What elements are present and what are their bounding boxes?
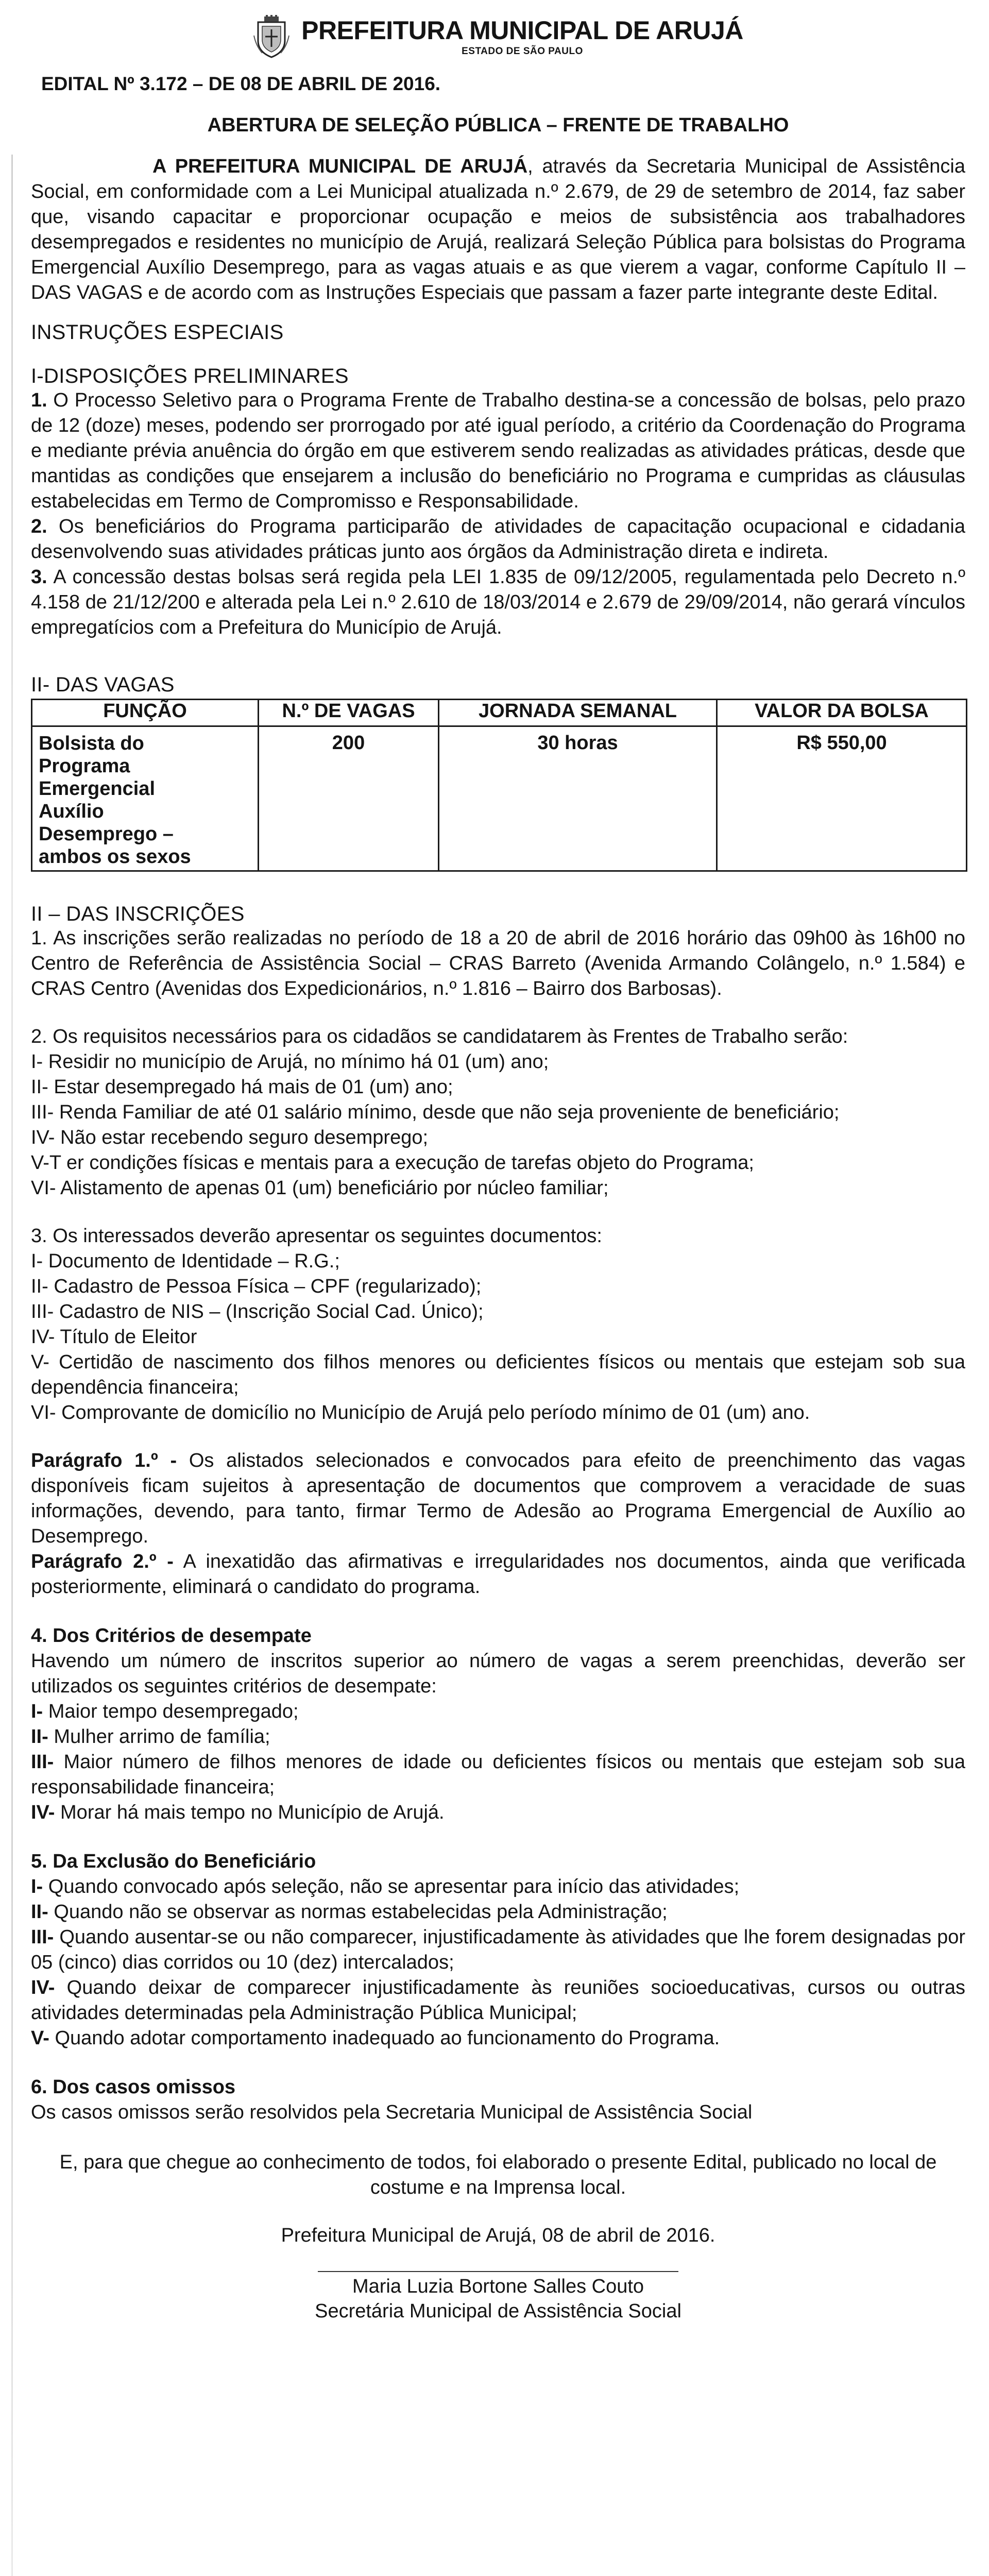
col-header-jornada: JORNADA SEMANAL	[439, 700, 717, 726]
list-item: I- Quando convocado após seleção, não se apresentar para início das atividades;	[31, 1876, 740, 1897]
list-item: V- Quando adotar comportamento inadequado ao funcionamento do Programa.	[31, 2027, 720, 2049]
list-item: IV- Não estar recebendo seguro desemprego;	[31, 1127, 429, 1148]
col-header-valor: VALOR DA BOLSA	[717, 700, 967, 726]
scan-edge-line	[11, 155, 13, 2576]
intro-text: , através da Secretaria Municipal de Assistência Social, em conformidade com a Lei Municipal atualizada n.º 2.679, de 29 de setembro de 2014, faz saber que, visando capacitar e proporcionar ocupação e meios de subsistência aos trabalhadores desempregados e residentes no município de Arujá, realizará Seleção Pública para bolsistas do Programa Emergencial Auxílio Desemprego, para as vagas atuais e as que vierem a vagar, conforme Capítulo II – DAS VAGAS e de acordo com as Instruções Especiais que passam a fazer parte integrante deste Edital.	[31, 156, 965, 303]
signature-line	[318, 2271, 678, 2272]
municipal-crest-icon	[253, 15, 290, 59]
list-item: IV- Título de Eleitor	[31, 1326, 197, 1348]
letterhead	[31, 0, 965, 62]
section-1-item: 2. Os beneficiários do Programa participarão de atividades de capacitação ocupacional e cidadania desenvolvendo suas atividades práticas junto aos órgãos da Administração direta e indireta.	[31, 516, 965, 563]
document-title: ABERTURA DE SELEÇÃO PÚBLICA – FRENTE DE TRABALHO	[207, 114, 789, 136]
intro-paragraph	[31, 154, 965, 306]
section-4-title: 4. Dos Critérios de desempate	[31, 1625, 312, 1647]
list-item: III- Maior número de filhos menores de idade ou deficientes físicos ou mentais que estejam sob sua responsabilidade financeira;	[31, 1751, 965, 1798]
list-item: I- Residir no município de Arujá, no mínimo há 01 (um) ano;	[31, 1051, 549, 1073]
list-item: V-T er condições físicas e mentais para a execução de tarefas objeto do Programa;	[31, 1152, 754, 1174]
list-item: II- Estar desempregado há mais de 01 (um) ano;	[31, 1076, 453, 1098]
list-item: I- Documento de Identidade – R.G.;	[31, 1250, 340, 1272]
signatory-role: Secretária Municipal de Assistência Social	[315, 2300, 681, 2322]
cell-valor: R$ 550,00	[717, 726, 967, 871]
col-header-vagas: N.º DE VAGAS	[259, 700, 439, 726]
closing-paragraph: E, para que chegue ao conhecimento de todos, foi elaborado o presente Edital, publicado no local de costume e na Imprensa local.	[59, 2151, 937, 2198]
documentos-intro: 3. Os interessados deverão apresentar os seguintes documentos:	[31, 1225, 602, 1247]
list-item: V- Certidão de nascimento dos filhos menores ou deficientes físicos ou mentais que estejam sob sua dependência financeira;	[31, 1351, 965, 1398]
list-item: IV- Morar há mais tempo no Município de Arujá.	[31, 1802, 445, 1823]
edital-number: EDITAL Nº 3.172 – DE 08 DE ABRIL DE 2016.	[41, 73, 441, 94]
place-date: Prefeitura Municipal de Arujá, 08 de abril de 2016.	[281, 2225, 715, 2246]
table-row	[32, 726, 967, 871]
section-5-title: 5. Da Exclusão do Beneficiário	[31, 1851, 316, 1872]
instrucoes-title: INSTRUÇÕES ESPECIAIS	[31, 321, 284, 344]
desempate-intro: Havendo um número de inscritos superior ao número de vagas a serem preenchidas, deverão ser utilizados os seguintes critérios de desempate:	[31, 1650, 965, 1697]
list-item: VI- Comprovante de domicílio no Município de Arujá pelo período mínimo de 01 (um) ano.	[31, 1402, 810, 1423]
list-item: I- Maior tempo desempregado;	[31, 1701, 299, 1722]
section-3-title: II – DAS INSCRIÇÕES	[31, 903, 245, 925]
col-header-funcao: FUNÇÃO	[32, 700, 259, 726]
header-subtitle: ESTADO DE SÃO PAULO	[462, 46, 583, 57]
list-item: III- Renda Familiar de até 01 salário mínimo, desde que não seja proveniente de beneficiário;	[31, 1101, 840, 1123]
header-title: PREFEITURA MUNICIPAL DE ARUJÁ	[301, 15, 743, 45]
casos-omissos-text: Os casos omissos serão resolvidos pela Secretaria Municipal de Assistência Social	[31, 2102, 753, 2123]
vagas-table	[31, 699, 967, 872]
section-2-title: II- DAS VAGAS	[31, 673, 175, 696]
paragrafo-1: Parágrafo 1.º - Os alistados selecionados e convocados para efeito de preenchimento das vagas disponíveis ficam sujeitos à apresentação de documentos que comprovem a veracidade de suas informações, devendo, para tanto, firmar Termo de Adesão ao Programa Emergencial de Auxílio ao Desemprego.	[31, 1450, 965, 1547]
section-1-item: 1. O Processo Seletivo para o Programa Frente de Trabalho destina-se a concessão de bolsas, pelo prazo de 12 (doze) meses, podendo ser prorrogado por até igual período, a critério da Coordenação do Programa e mediante prévia anuência do órgão em que estiverem sendo realizadas as atividades práticas, desde que mantidas as condições que ensejarem a inclusão do beneficiário no Programa e cumpridas as cláusulas estabelecidas em Termo de Compromisso e Responsabilidade.	[31, 389, 965, 512]
section-6-title: 6. Dos casos omissos	[31, 2076, 236, 2098]
intro-bold-lead: A PREFEITURA MUNICIPAL DE ARUJÁ	[152, 156, 528, 177]
list-item: III- Quando ausentar-se ou não comparecer, injustificadamente às atividades que lhe forem designadas por 05 (cinco) dias corridos ou 10 (dez) intercalados;	[31, 1926, 965, 1973]
cell-funcao: Bolsista do Programa Emergencial Auxílio Desemprego – ambos os sexos	[32, 726, 259, 871]
list-item: II- Cadastro de Pessoa Física – CPF (regularizado);	[31, 1276, 482, 1297]
inscricoes-paragraph-1: 1. As inscrições serão realizadas no período de 18 a 20 de abril de 2016 horário das 09h00 às 16h00 no Centro de Referência de Assistência Social – CRAS Barreto (Avenida Armando Colângelo, n.º 1.584) e CRAS Centro (Avenidas dos Expedicionários, n.º 1.816 – Bairro dos Barbosas).	[31, 927, 965, 999]
list-item: II- Mulher arrimo de família;	[31, 1726, 270, 1748]
vagas-table-header-row	[32, 700, 967, 726]
list-item: VI- Alistamento de apenas 01 (um) beneficiário por núcleo familiar;	[31, 1177, 609, 1199]
section-1-item: 3. A concessão destas bolsas será regida pela LEI 1.835 de 09/12/2005, regulamentada pelo Decreto n.º 4.158 de 21/12/200 e alterada pela Lei n.º 2.610 de 18/03/2014 e 2.679 de 29/09/2014, não gerará vínculos empregatícios com a Prefeitura do Município de Arujá.	[31, 566, 965, 638]
signatory-name: Maria Luzia Bortone Salles Couto	[352, 2276, 644, 2297]
cell-vagas: 200	[259, 726, 439, 871]
list-item: IV- Quando deixar de comparecer injustificadamente às reuniões socioeducativas, cursos ou outras atividades determinadas pela Administração Pública Municipal;	[31, 1977, 965, 2024]
list-item: III- Cadastro de NIS – (Inscrição Social Cad. Único);	[31, 1301, 484, 1323]
paragrafo-2: Parágrafo 2.º - A inexatidão das afirmativas e irregularidades nos documentos, ainda que verificada posteriormente, eliminará o candidato do programa.	[31, 1551, 965, 1598]
section-1-title: I-DISPOSIÇÕES PRELIMINARES	[31, 365, 349, 387]
cell-jornada: 30 horas	[439, 726, 717, 871]
requisitos-intro: 2. Os requisitos necessários para os cidadãos se candidatarem às Frentes de Trabalho serão:	[31, 1026, 848, 1047]
list-item: II- Quando não se observar as normas estabelecidas pela Administração;	[31, 1901, 668, 1923]
